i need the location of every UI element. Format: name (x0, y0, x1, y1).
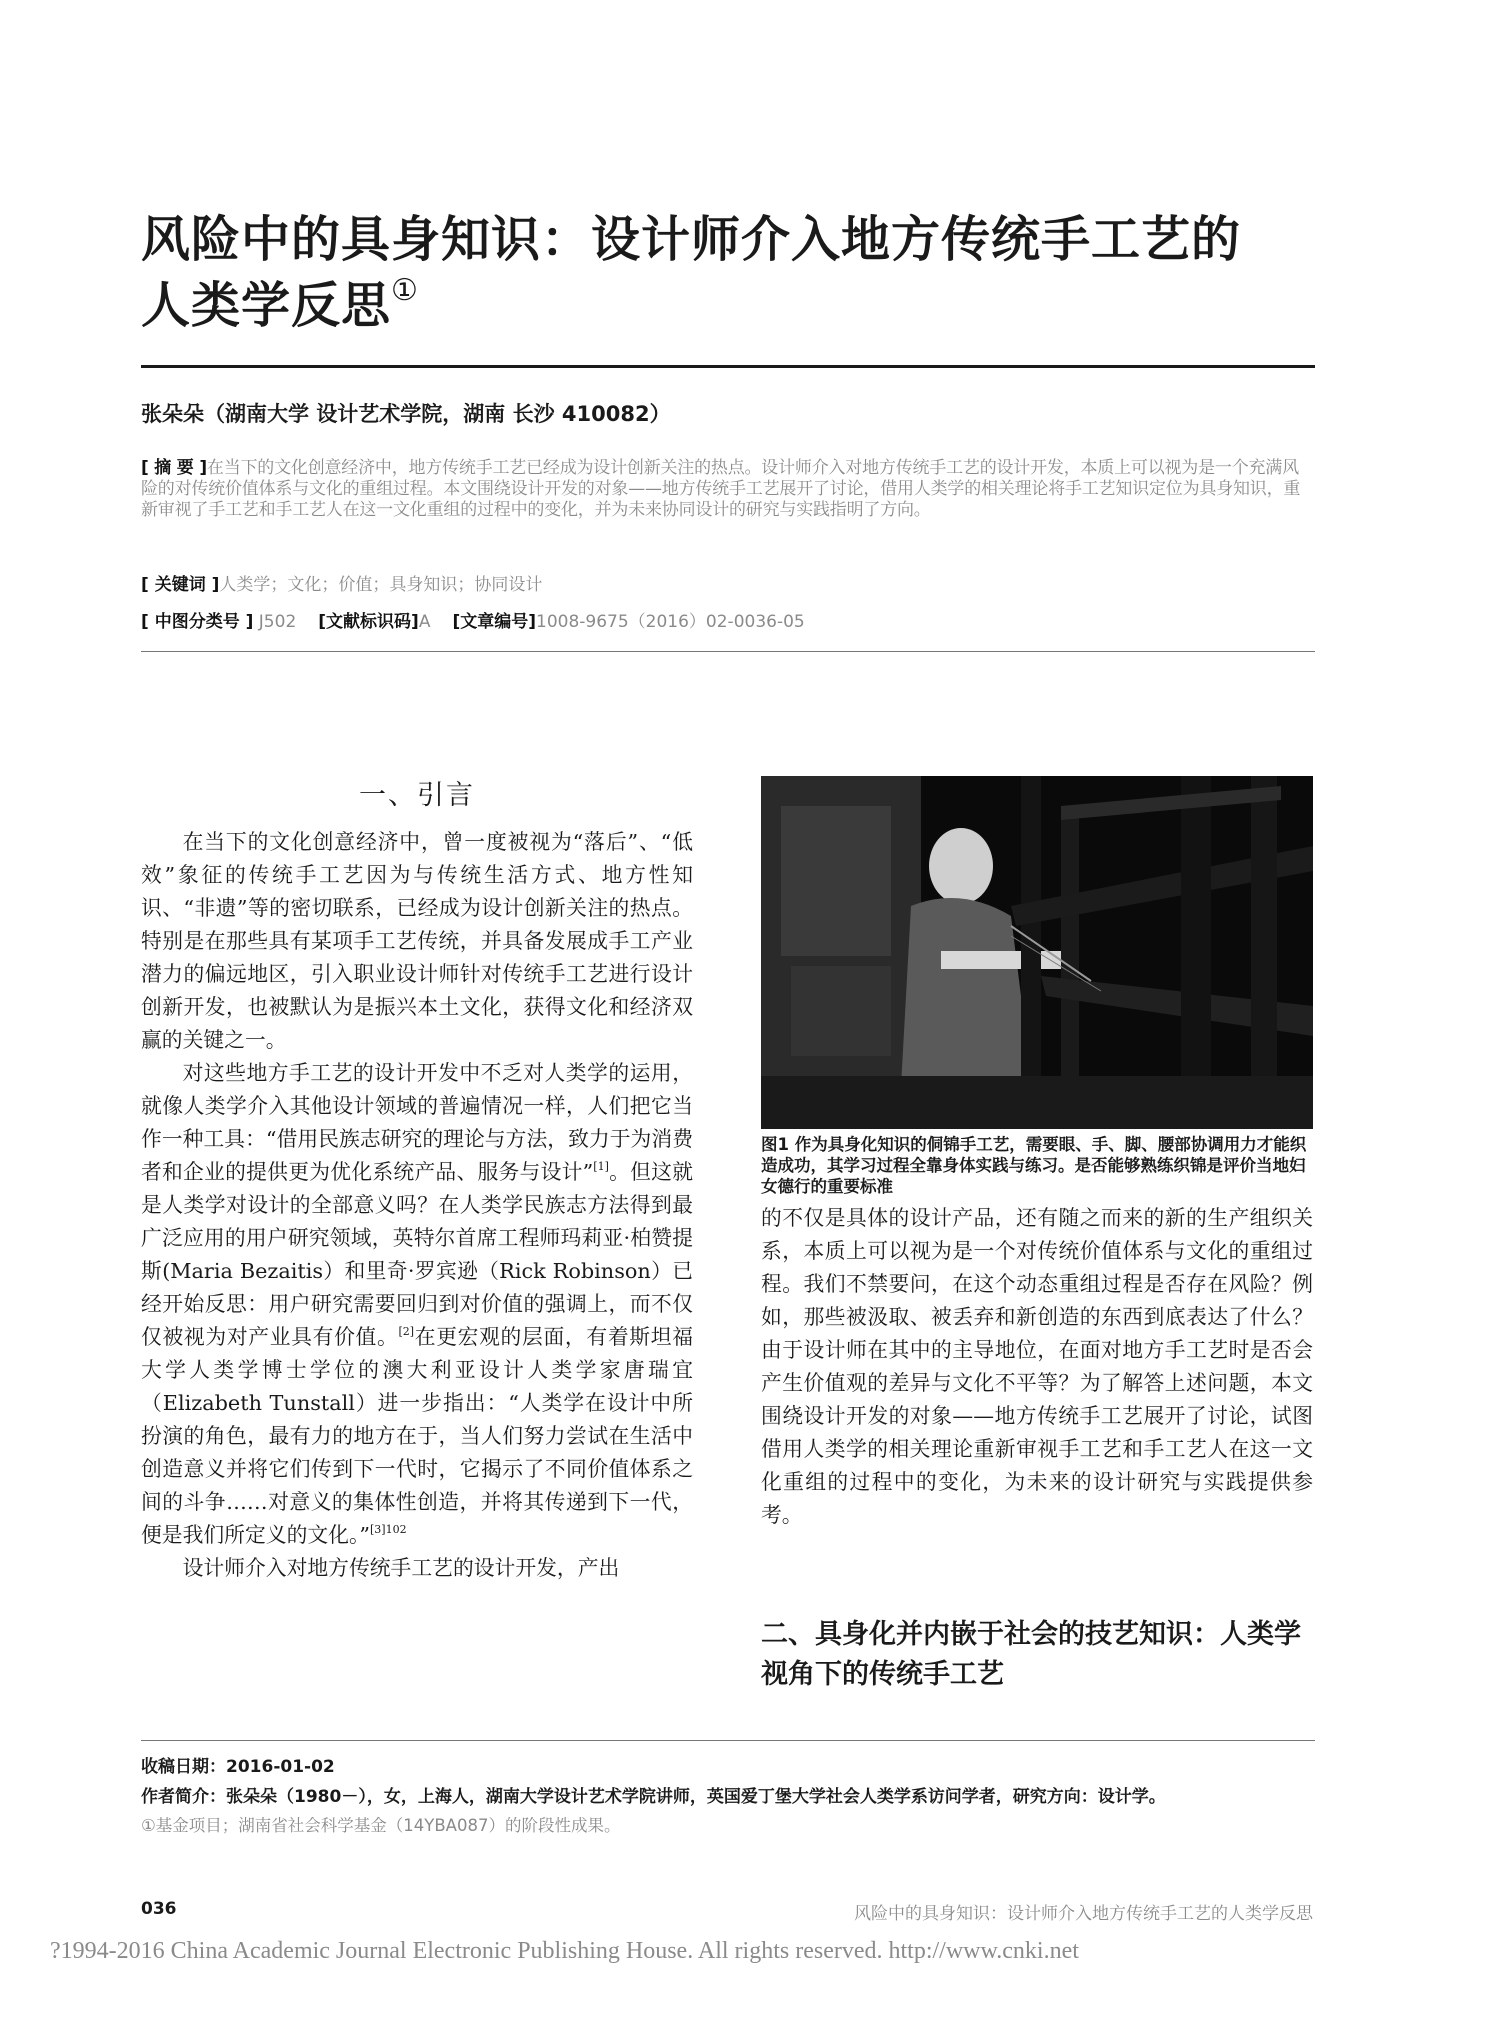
right-column (761, 1202, 1313, 1532)
keywords (141, 570, 542, 595)
author-line: 张朵朵（湖南大学 设计艺术学院，湖南 长沙 410082） (141, 402, 671, 426)
figure-caption: 图1 作为具身化知识的侗锦手工艺，需要眼、手、脚、腰部协调用力才能织造成功，其学习过程全靠身体实践与练习。是否能够熟练织锦是评价当地妇女德行的重要标准 (761, 1135, 1307, 1196)
paragraph-text: 对这些地方手工艺的设计开发中不乏对人类学的运用，就像人类学介入其他设计领域的普遍情况一样，人们把它当作一种工具：“借用民族志研究的理论与方法，致力于为消费者和企业的提供更为优化系统产品、服务与设计” (141, 1061, 693, 1184)
header-divider (141, 651, 1315, 652)
title-line-2 (141, 272, 1321, 338)
paragraph-text: 在更宏观的层面，有着斯坦福大学人类学博士学位的澳大利亚设计人类学家唐瑞宜（Elizabeth Tunstall）进一步指出：“人类学在设计中所扮演的角色，最有力的地方在于，当人们努力尝试在生活中创造意义并将它们传到下一代时，它揭示了不同价值体系之间的斗争……对意义的集体性创造，并将其传递到下一代，便是我们所定义的文化。” (141, 1325, 694, 1547)
title-line-1: 风险中的具身知识：设计师介入地方传统手工艺的 (141, 210, 1242, 268)
abstract (141, 458, 1315, 521)
paragraph-text: 。但这就是人类学对设计的全部意义吗？在人类学民族志方法得到最广泛应用的用户研究领域，英特尔首席工程师玛莉亚·柏赞提斯(Maria Bezaitis）和里奇·罗宾逊（Rick Robinson）已经开始反思：用户研究需要回归到对价值的强调上，而不仅仅被视为对产业具有价值。 (141, 1160, 693, 1349)
paragraph: 设计师介入对地方传统手工艺的设计开发，产出 (182, 1556, 620, 1580)
page-number: 036 (141, 1899, 177, 1919)
doc-code-value: A (418, 612, 431, 632)
paragraph (141, 1057, 693, 1552)
section-2-heading: 二、具身化并内嵌于社会的技艺知识：人类学视角下的传统手工艺 (761, 1619, 1301, 1690)
weaving-photo (761, 776, 1313, 1129)
abstract-label: [ 摘 要 ] (141, 458, 207, 478)
article-number-value: 1008-9675（2016）02-0036-05 (536, 612, 805, 632)
article-title (141, 206, 1321, 338)
copyright-notice: ?1994-2016 China Academic Journal Electronic Publishing House. All rights reserved. http://www.cnki.net (50, 1938, 1079, 1964)
author-bio: 作者简介：张朵朵（1980－），女，上海人，湖南大学设计艺术学院讲师，英国爱丁堡大学社会人类学系访问学者，研究方向：设计学。 (141, 1787, 1166, 1807)
paragraph: 的不仅是具体的设计产品，还有随之而来的新的生产组织关系，本质上可以视为是一个对传统价值体系与文化的重组过程。我们不禁要问，在这个动态重组过程是否存在风险？例如，那些被汲取、被丢弃和新创造的东西到底表达了什么？由于设计师在其中的主导地位，在面对地方手工艺时是否会产生价值观的差异与文化不平等？为了解答上述问题，本文围绕设计开发的对象——地方传统手工艺展开了讨论，试图借用人类学的相关理论重新审视手工艺和手工艺人在这一文化重组的过程中的变化，为未来的设计研究与实践提供参考。 (761, 1206, 1313, 1527)
received-date: 收稿日期：2016-01-02 (141, 1757, 335, 1777)
title-footnote-mark: ① (391, 273, 419, 308)
doc-code-label: [文献标识码] (318, 612, 419, 632)
citation: [3]102 (370, 1523, 407, 1536)
article-number-label: [文章编号] (452, 612, 536, 632)
left-column (141, 826, 693, 1585)
citation: [2] (398, 1325, 415, 1338)
fund-note: ①基金项目；湖南省社会科学基金（14YBA087）的阶段性成果。 (141, 1816, 621, 1835)
section-1-heading: 一、引言 (359, 780, 475, 811)
running-head: 风险中的具身知识：设计师介入地方传统手工艺的人类学反思 (854, 1904, 1313, 1924)
classification-line (141, 607, 805, 632)
keywords-label: [ 关键词 ] (141, 575, 220, 595)
citation: [1] (593, 1160, 609, 1173)
paragraph: 在当下的文化创意经济中，曾一度被视为“落后”、“低效”象征的传统手工艺因为与传统生活方式、地方性知识、“非遗”等的密切联系，已经成为设计创新关注的热点。特别是在那些具有某项手工艺传统，并具备发展成手工产业潜力的偏远地区，引入职业设计师针对传统手工艺进行设计创新开发，也被默认为是振兴本土文化，获得文化和经济双赢的关键之一。 (141, 830, 693, 1052)
footnote-divider (141, 1740, 1315, 1741)
abstract-text: 在当下的文化创意经济中，地方传统手工艺已经成为设计创新关注的热点。设计师介入对地方传统手工艺的设计开发，本质上可以视为是一个充满风险的对传统价值体系与文化的重组过程。本文围绕设计开发的对象——地方传统手工艺展开了讨论，借用人类学的相关理论将手工艺知识定位为具身知识，重新审视了手工艺和手工艺人在这一文化重组的过程中的变化，并为未来协同设计的研究与实践指明了方向。 (141, 458, 1301, 520)
clc-value: J502 (258, 612, 297, 632)
title-line-2-text: 人类学反思 (141, 276, 392, 334)
loom-photo-illustration (761, 776, 1313, 1129)
keywords-text: 人类学；文化；价值；具身知识；协同设计 (219, 575, 543, 595)
title-divider (141, 365, 1315, 368)
clc-label: [ 中图分类号 ] (141, 612, 254, 632)
